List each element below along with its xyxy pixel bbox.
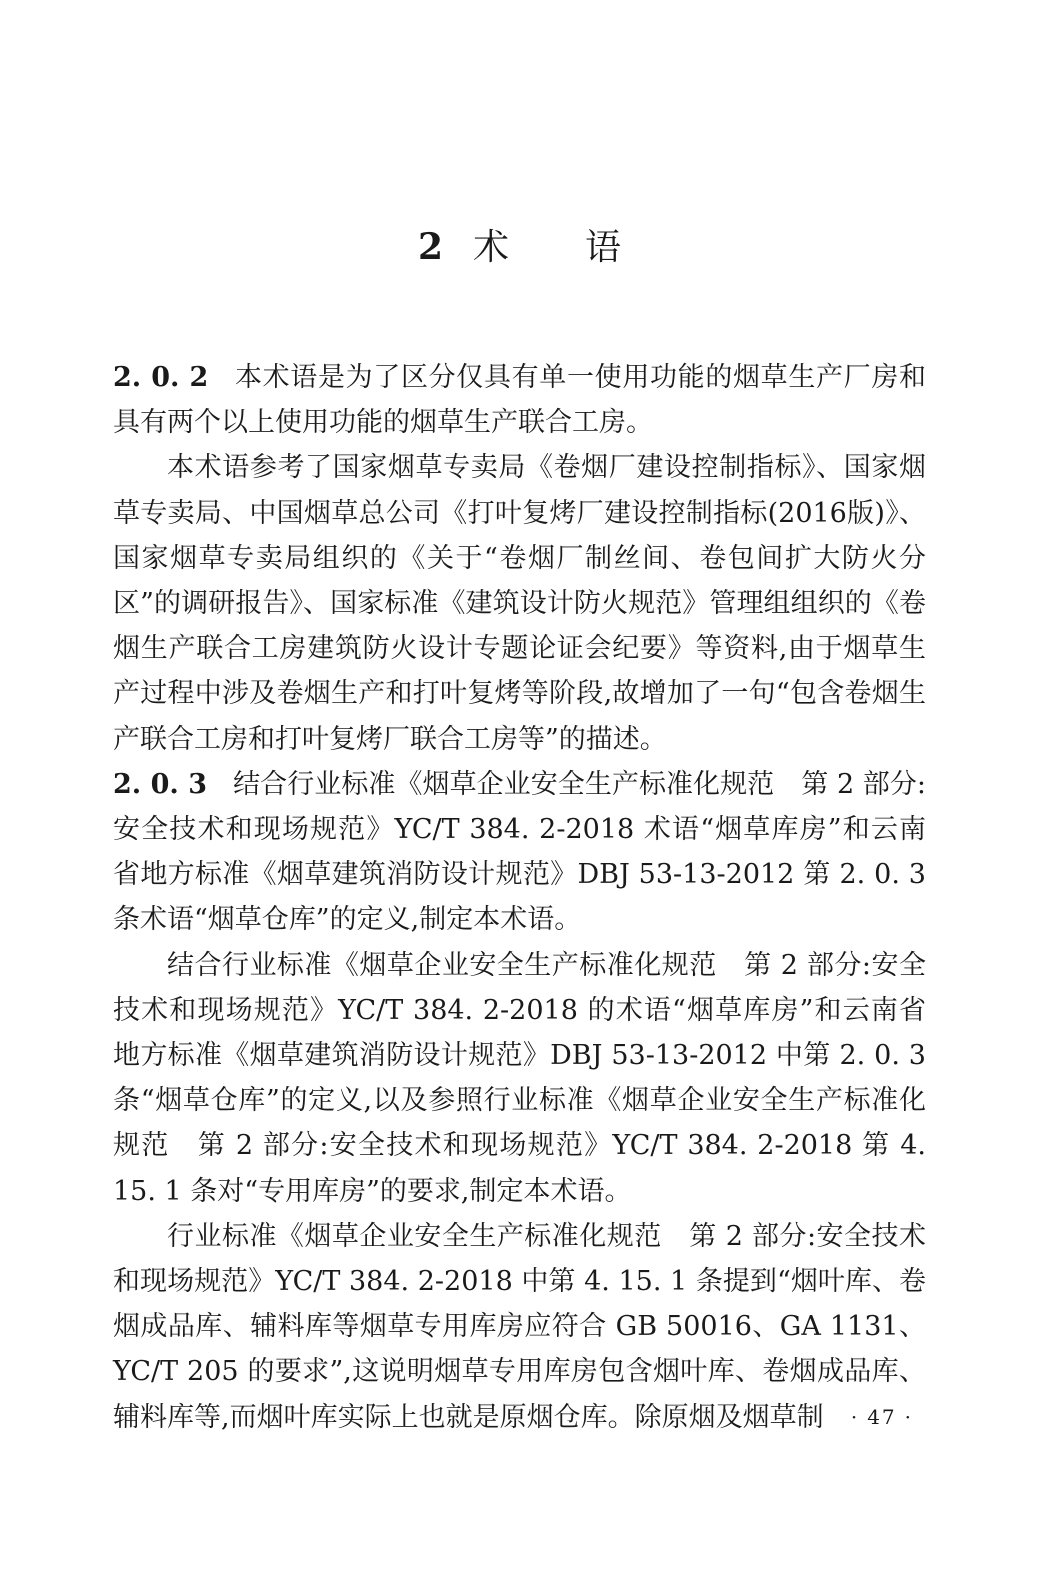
paragraph-text: 本术语是为了区分仅具有单一使用功能的烟草生产厂房和具有两个以上使用功能的烟草生产联合工房。 (113, 362, 926, 439)
chapter-title (0, 222, 1039, 273)
clause-2-0-3-paragraph-1 (113, 762, 926, 943)
paragraph-text: 结合行业标准《烟草企业安全生产标准化规范 第 2 部分:安全技术和现场规范》YC/T 384. 2-2018 术语“烟草库房”和云南省地方标准《烟草建筑消防设计规范》DBJ 53-13-2012 第 2. 0. 3 条术语“烟草仓库”的定义,制定本术语。 (113, 768, 926, 936)
chapter-title-char-2: 语 (585, 227, 622, 268)
page-number-dot-left: · (850, 1405, 860, 1429)
chapter-title-char-1: 术 (473, 227, 510, 268)
body-text (113, 355, 926, 1440)
page-number-dot-right: · (904, 1405, 913, 1429)
page-number-value: 47 (867, 1405, 897, 1429)
clause-2-0-3-paragraph-2: 结合行业标准《烟草企业安全生产标准化规范 第 2 部分:安全技术和现场规范》YC/T 384. 2-2018 的术语“烟草库房”和云南省地方标准《烟草建筑消防设计规范》DBJ 53-13-2012 中第 2. 0. 3 条“烟草仓库”的定义,以及参照行业标准《烟草企业安全生产标准化规范 第 2 部分:安全技术和现场规范》YC/T 384. 2-2018 第 4. 15. 1 条对“专用库房”的要求,制定本术语。 (113, 949, 926, 1207)
clause-2-0-2-paragraph-1 (113, 355, 926, 445)
clause-number: 2. 0. 2 (113, 362, 209, 393)
clause-number: 2. 0. 3 (113, 768, 208, 800)
chapter-number: 2 (417, 226, 444, 268)
page-number (843, 1403, 921, 1431)
clause-2-0-3-paragraph-3: 行业标准《烟草企业安全生产标准化规范 第 2 部分:安全技术和现场规范》YC/T 384. 2-2018 中第 4. 15. 1 条提到“烟叶库、卷烟成品库、辅料库等烟草专用库房应符合 GB 50016、GA 1131、YC/T 205 的要求”,这说明烟草专用库房包含烟叶库、卷烟成品库、辅料库等,而烟叶库实际上也就是原烟仓库。除原烟及烟草制 (113, 1220, 926, 1433)
clause-2-0-2-paragraph-2: 本术语参考了国家烟草专卖局《卷烟厂建设控制指标》、国家烟草专卖局、中国烟草总公司《打叶复烤厂建设控制指标(2016版)》、国家烟草专卖局组织的《关于“卷烟厂制丝间、卷包间扩大防火分区”的调研报告》、国家标准《建筑设计防火规范》管理组组织的《卷烟生产联合工房建筑防火设计专题论证会纪要》等资料,由于烟草生产过程中涉及卷烟生产和打叶复烤等阶段,故增加了一句“包含卷烟生产联合工房和打叶复烤厂联合工房等”的描述。 (113, 452, 926, 755)
